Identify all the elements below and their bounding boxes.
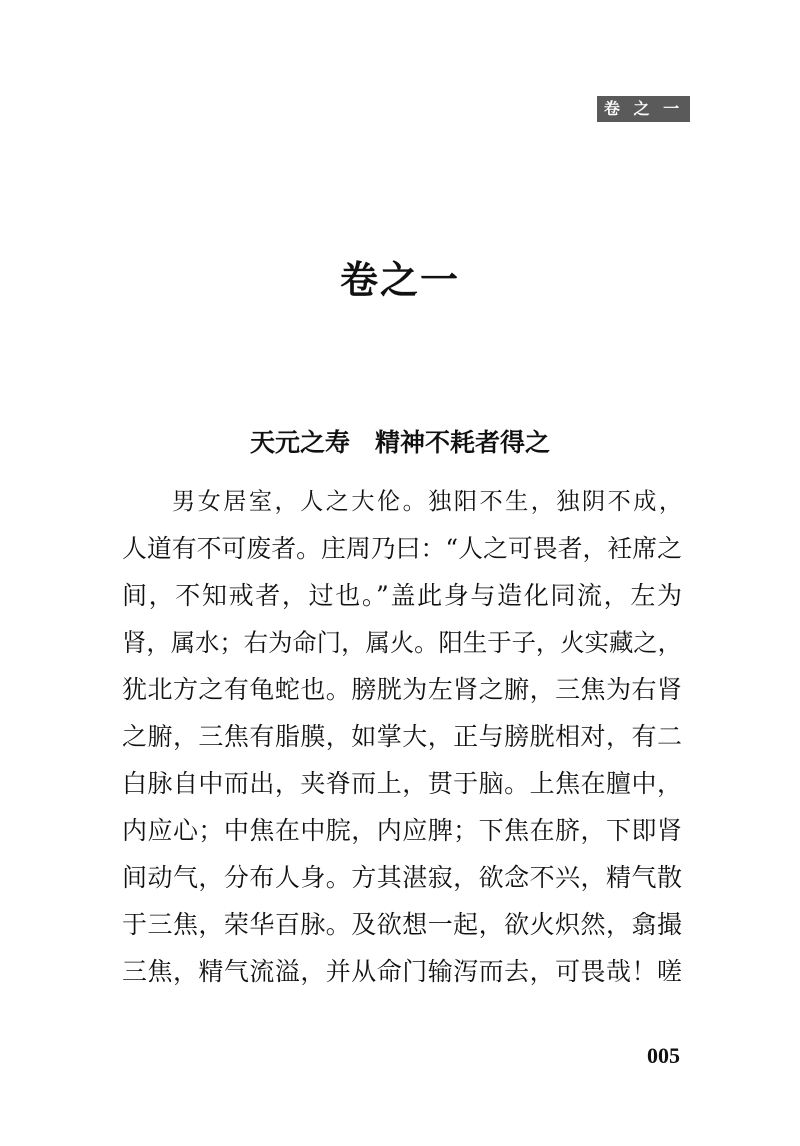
body-line: 人道有不可废者。庄周乃曰：“人之可畏者，衽席之: [122, 534, 682, 563]
body-line: 三焦，精气流溢，并从命门输泻而去，可畏哉！嗟: [122, 957, 682, 986]
body-line: 肾，属水；右为命门，属火。阳生于子，火实藏之，: [122, 628, 682, 657]
section-heading: 天元之寿 精神不耗者得之: [249, 428, 550, 457]
body-line: 于三焦，荣华百脉。及欲想一起，欲火炽然，翕撮: [122, 910, 682, 939]
body-line: 间动气，分布人身。方其湛寂，欲念不兴，精气散: [122, 863, 682, 892]
body-line: 间，不知戒者，过也。”盖此身与造化同流，左为: [122, 581, 682, 610]
page-number: 005: [647, 1043, 680, 1068]
body-line: 白脉自中而出，夹脊而上，贯于脑。上焦在膻中，: [122, 769, 682, 798]
body-line: 之腑，三焦有脂膜，如掌大，正与膀胱相对，有二: [122, 722, 682, 751]
chapter-tab: 卷 之 一: [597, 96, 690, 122]
body-line: 内应心；中焦在中脘，内应脾；下焦在脐，下即肾: [122, 816, 682, 845]
body-line: 男女居室，人之大伦。独阳不生，独阴不成，: [172, 488, 682, 515]
body-text: [122, 478, 682, 995]
body-line: 犹北方之有龟蛇也。膀胱为左肾之腑，三焦为右肾: [122, 675, 682, 704]
chapter-title: 卷之一: [339, 257, 460, 302]
